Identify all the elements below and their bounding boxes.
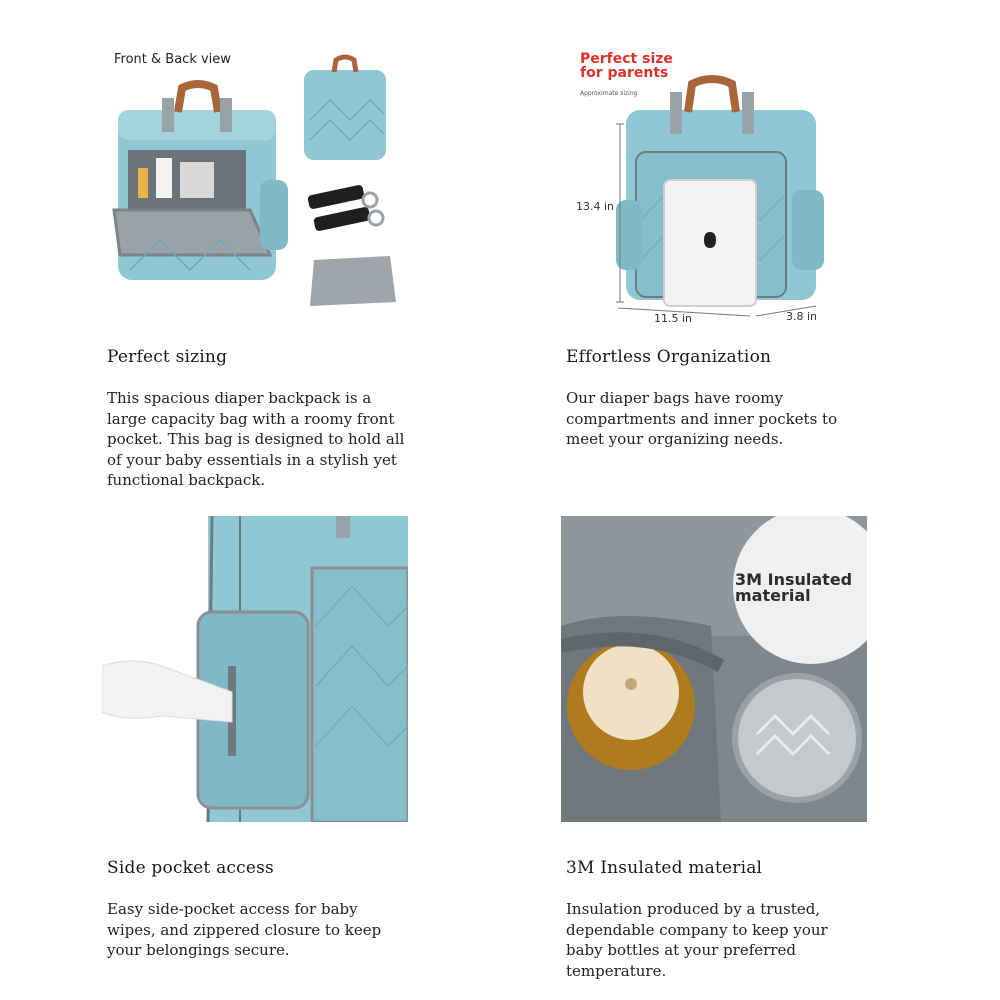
feature-title-perfect-sizing: Perfect sizing (107, 347, 228, 367)
image-caption: Perfect size for parents (580, 51, 673, 81)
feature-body-organization: Our diaper bags have roomy compartments and inner pockets to meet your organizing needs. (566, 389, 838, 448)
feature-title-organization: Effortless Organization (566, 347, 772, 367)
product-image-insulated (561, 516, 867, 822)
product-image-front-back (100, 40, 406, 346)
feature-body-perfect-sizing: This spacious diaper backpack is a large capacity bag with a roomy front pocket. This bag is designed to hold all of your baby essentials in a stylish yet functional backpack. (107, 389, 405, 489)
product-image-dimensions (560, 40, 866, 346)
feature-body-insulated: Insulation produced by a trusted, dependable company to keep your baby bottles at your preferred temperature. (566, 900, 828, 980)
backpack-front-back-illustration (100, 40, 406, 346)
product-image-side-pocket (102, 516, 408, 822)
image-caption: Front & Back view (114, 52, 231, 67)
image-caption: 3M Insulated material (735, 570, 853, 605)
backpack-dimensions-illustration (560, 40, 866, 346)
image-subcaption: Approximate sizing (580, 90, 638, 97)
feature-body-side-pocket: Easy side-pocket access for baby wipes, and zippered closure to keep your belongings secure. (107, 900, 382, 959)
feature-title-insulated: 3M Insulated material (566, 858, 763, 878)
dimension-width: 11.5 in (654, 312, 693, 325)
dimension-height: 13.4 in (576, 200, 615, 213)
side-pocket-illustration (102, 516, 408, 822)
feature-title-side-pocket: Side pocket access (107, 858, 274, 878)
insulated-pocket-illustration (561, 516, 867, 822)
dimension-depth: 3.8 in (786, 310, 818, 323)
